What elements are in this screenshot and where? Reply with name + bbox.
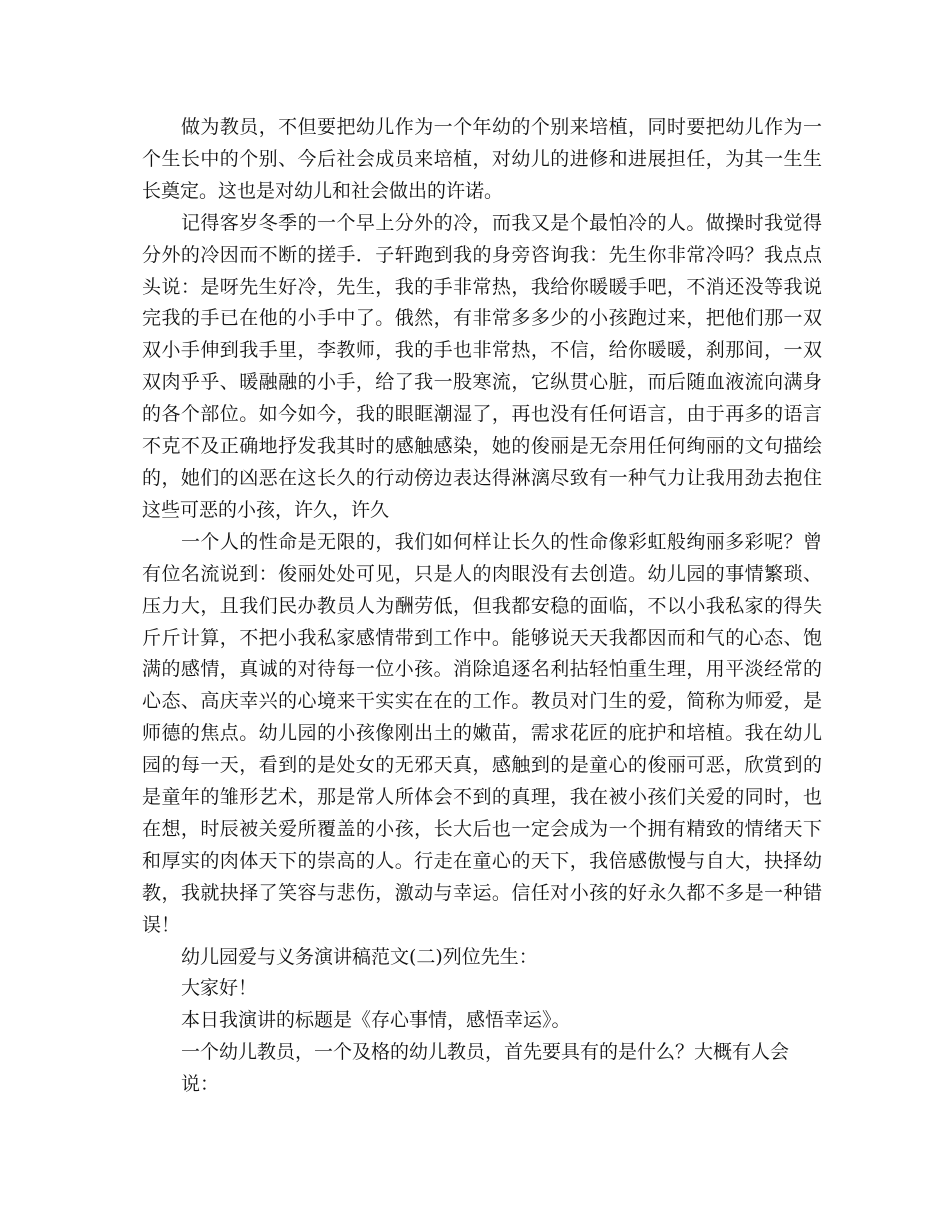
- paragraph-winter-memory: 记得客岁冬季的一个早上分外的冷，而我又是个最怕冷的人。做操时我觉得分外的冷因而不断的搓手．子轩跑到我的身旁咨询我：先生你非常冷吗？我点点头说：是呀先生好冷，先生，我的手非常热，我给你暖暖手吧，不消还没等我说完我的手已在他的小手中了。俄然，有非常多多少的小孩跑过来，把他们那一双双小手伸到我手里，李教师，我的手也非常热，不信，给你暖暖，刹那间，一双双肉乎乎、暖融融的小手，给了我一股寒流，它纵贯心脏，而后随血液流向满身的各个部位。如今如今，我的眼眶潮湿了，再也没有任何语言，由于再多的语言不克不及正确地抒发我其时的感触感染，她的俊丽是无奈用任何绚丽的文句描绘的，她们的凶恶在这长久的行动傍边表达得淋漓尽致有一种气力让我用劲去抱住这些可恶的小孩，许久，许久: [142, 211, 822, 521]
- greeting-line: 大家好！: [180, 977, 257, 1000]
- topic-line: 本日我演讲的标题是《存心事情，感悟幸运》。: [180, 1009, 571, 1032]
- speech-title-line: 幼儿园爱与义务演讲稿范文(二)列位先生：: [180, 945, 538, 968]
- document-body: [142, 112, 822, 1101]
- paragraph-life-reflection: 一个人的性命是无限的，我们如何样让长久的性命像彩虹般绚丽多彩呢？曾有位名流说到：俊丽处处可见，只是人的肉眼没有去创造。幼儿园的事情繁琐、压力大，且我们民办教员人为酬劳低，但我都安稳的面临，不以小我私家的得失斤斤计算，不把小我私家感情带到工作中。能够说天天我都因而和气的心态、饱满的感情，真诚的对待每一位小孩。消除追逐名利拈轻怕重生理，用平淡经常的心态、高庆幸兴的心境来干实实在在的工作。教员对门生的爱，简称为师爱，是师德的焦点。幼儿园的小孩像刚出土的嫩苗，需求花匠的庇护和培植。我在幼儿园的每一天，看到的是处女的无邪天真，感触到的是童心的俊丽可恶，欣赏到的是童年的雏形艺术，那是常人所体会不到的真理，我在被小孩们关爱的同时，也在想，时辰被关爱所覆盖的小孩，长大后也一定会成为一个拥有精致的情绪天下和厚实的肉体天下的崇高的人。行走在童心的天下，我倍感傲慢与自大，抉择幼教，我就抉择了笑容与悲伤，激动与幸运。信任对小孩的好永久都不多是一种错误！: [142, 530, 822, 936]
- paragraph-teacher-role: 做为教员，不但要把幼儿作为一个年幼的个别来培植，同时要把幼儿作为一个生长中的个别、今后社会成员来培植，对幼儿的进修和进展担任，为其一生生长奠定。这也是对幼儿和社会做出的许诺。: [142, 116, 822, 202]
- question-line: 一个幼儿教员，一个及格的幼儿教员，首先要具有的是什么？大概有人会说：: [180, 1041, 789, 1096]
